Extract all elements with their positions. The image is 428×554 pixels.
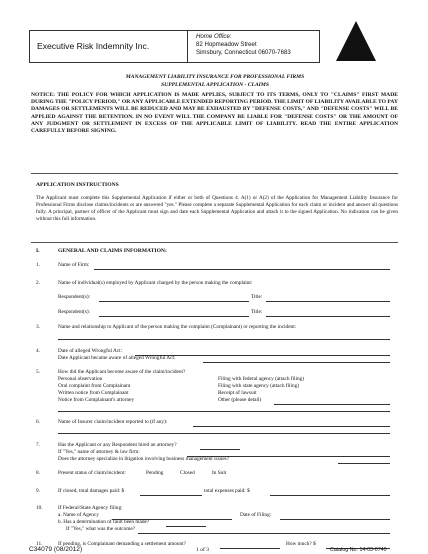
company-name: Executive Risk Indemnity Inc. [37, 41, 150, 51]
instructions-text: The Applicant must complete this Supplemental Application if either or both of Questions 4. A(1) or A(2) of the Application for Management Liability Insurance for Professional Firms disclose claims/incidents or are answered "yes." Please complete a separate Supplemental Application for each claim or incident and answer all questions fully. A principal, partner of officer of the Applicant must sign and date each Supplemental Application and attach it to the signed Application. No indication can be given without this full information. [36, 195, 398, 222]
title-line2: SUPPLEMENTAL APPLICATION - CLAIMS [161, 81, 269, 88]
q11b-label: How much? $ [286, 541, 316, 547]
q11-label: If pending, is Complainant demanding a settlement amount? [58, 541, 186, 547]
q10a-label: a. Name of Agency [58, 512, 99, 518]
insurer-field[interactable] [193, 426, 390, 427]
fault-determination-field[interactable] [166, 526, 206, 527]
firm-name-field[interactable] [94, 269, 390, 270]
q5-option-right-4[interactable]: Other (please detail) [218, 397, 262, 403]
q9-number: 9. [36, 488, 40, 494]
form-title [60, 74, 370, 89]
respondent-field-2[interactable] [99, 316, 249, 317]
q7-label: Has the Applicant or any Respondent hired an attorney? [58, 442, 177, 448]
outcome-field[interactable] [138, 533, 390, 534]
q5-option-left-3[interactable]: Written notice from Complainant [58, 390, 129, 396]
q1-number: 1. [36, 262, 40, 268]
q10-number: 10. [36, 505, 43, 511]
q5-option-left-1[interactable]: Personal observation [58, 376, 103, 382]
q5-extra-field[interactable] [58, 411, 390, 412]
damages-paid-field[interactable] [140, 495, 202, 496]
q6-label: Name of Insurer claim/incident reported to (if any): [58, 419, 168, 425]
q5-option-left-4[interactable]: Notice from Complainant's attorney [58, 397, 135, 403]
q4-number: 4. [36, 348, 40, 354]
q5-option-left-2[interactable]: Oral complaint from Complainant [58, 383, 131, 389]
other-detail-field[interactable] [274, 404, 390, 405]
respondent-label-2: Respondent(s): [58, 309, 91, 315]
respondent-field-1[interactable] [99, 301, 249, 302]
settlement-demand-field[interactable] [220, 548, 280, 549]
page-number: 1 of 3 [196, 547, 210, 553]
notice-divider [31, 173, 398, 174]
instructions-heading: APPLICATION INSTRUCTIONS [36, 182, 119, 188]
status-pending[interactable]: Pending [146, 470, 164, 476]
expenses-paid-field[interactable] [270, 495, 390, 496]
q9b-label: total expenses paid: $ [204, 488, 250, 494]
q11-number: 11. [36, 541, 43, 547]
triangle-logo [334, 19, 378, 63]
title-label-1: Title: [251, 294, 263, 300]
title-line1: MANAGEMENT LIABILITY INSURANCE FOR PROFESSIONAL FIRMS [125, 74, 305, 80]
q5-label: How did the Applicant become aware of the claim/incident? [58, 369, 186, 375]
home-office-address [196, 33, 291, 57]
status-in-suit[interactable]: In Suit [212, 470, 227, 476]
section-title: GENERAL AND CLAIMS INFORMATION: [58, 248, 167, 254]
q5-option-right-2[interactable]: Filing with state agency (attach filing) [218, 383, 300, 389]
title-label-2: Title: [251, 309, 263, 315]
title-field-1[interactable] [266, 301, 390, 302]
q6-number: 6. [36, 419, 40, 425]
q1-label: Name of Firm: [58, 262, 90, 268]
q10c-label: If "Yes," what was the outcome? [66, 526, 136, 532]
q10b-label: b. Has a determination of fault been made? [58, 519, 150, 525]
catalog-number: Catalog No. 14-03-0740 [330, 547, 387, 553]
q5-number: 5. [36, 369, 40, 375]
complainant-field[interactable] [58, 339, 390, 340]
aware-date-field[interactable] [203, 362, 390, 363]
insurer-field-2[interactable] [58, 433, 390, 434]
q3-label: Name and relationship to Applicant of the person making the complaint (Complainant) or reporting the incident: [58, 324, 297, 330]
filing-date-label: Date of Filing: [240, 512, 272, 518]
q8-label: Present status of claim/incident: [58, 470, 126, 476]
notice-text: NOTICE: THE POLICY FOR WHICH APPLICATION IS MADE APPLIES, SUBJECT TO ITS TERMS, ONLY TO "CLAIMS" FIRST MADE DURING THE "POLICY PERIOD," OR ANY APPLICABLE EXTENDED REPORTING PERIOD. THE LIMIT OF LIABILITY AVAILABLE TO PAY DAMAGES OR SETTLEMENTS WILL BE REDUCED AND MAY BE EXHAUSTED BY "DEFENSE COSTS," AND "DEFENSE COSTS" WILL BE APPLIED AGAINST THE RETENTION. IN NO EVENT WILL THE COMPANY BE LIABLE FOR "DEFENSE COSTS" OR THE AMOUNT OF ANY JUDGMENT OR SETTLEMENT IN EXCESS OF THE APPLICABLE LIMIT OF LIABILITY. READ THE ENTIRE APPLICATION CAREFULLY BEFORE SIGNING. [31, 92, 398, 135]
instructions-divider [31, 242, 398, 243]
q10-label: If Federal/State Agency filing: [58, 505, 123, 511]
attorney-specialize-field[interactable] [338, 463, 390, 464]
q2-number: 2. [36, 280, 40, 286]
q9-label: If closed, total damages paid: $ [58, 488, 125, 494]
attorney-hired-field[interactable] [200, 449, 240, 450]
title-field-2[interactable] [266, 316, 390, 317]
q5-option-right-3[interactable]: Receipt of lawsuit [218, 390, 257, 396]
q4b-label: Date Applicant became aware of alleged Wrongful Act: [58, 355, 176, 361]
q8-number: 8. [36, 470, 40, 476]
filing-date-field[interactable] [280, 519, 390, 520]
address-line1: 82 Hopmeadow Street [196, 41, 257, 48]
q7-number: 7. [36, 442, 40, 448]
q3-number: 3. [36, 324, 40, 330]
q5-option-right-1[interactable]: Filing with federal agency (attach filing) [218, 376, 305, 382]
respondent-label-1: Respondent(s): [58, 294, 91, 300]
form-code: C34079 (08/2012) [29, 546, 83, 553]
q7a-label: If "Yes," name of attorney & law firm: [58, 449, 140, 455]
status-closed[interactable]: Closed [180, 470, 195, 476]
address-line2: Simsbury, Connecticut 06070-7683 [196, 49, 291, 56]
section-number: I. [36, 248, 40, 254]
q7b-label: Does the attorney specialize in litigation involving business management issues? [58, 456, 230, 462]
home-office-label: Home Office: [196, 33, 232, 40]
q4a-label: Date of alleged Wrongful Act: [58, 348, 123, 354]
q2-label: Name of individual(s) employed by Applicant charged by the person making the complaint: [58, 280, 253, 286]
